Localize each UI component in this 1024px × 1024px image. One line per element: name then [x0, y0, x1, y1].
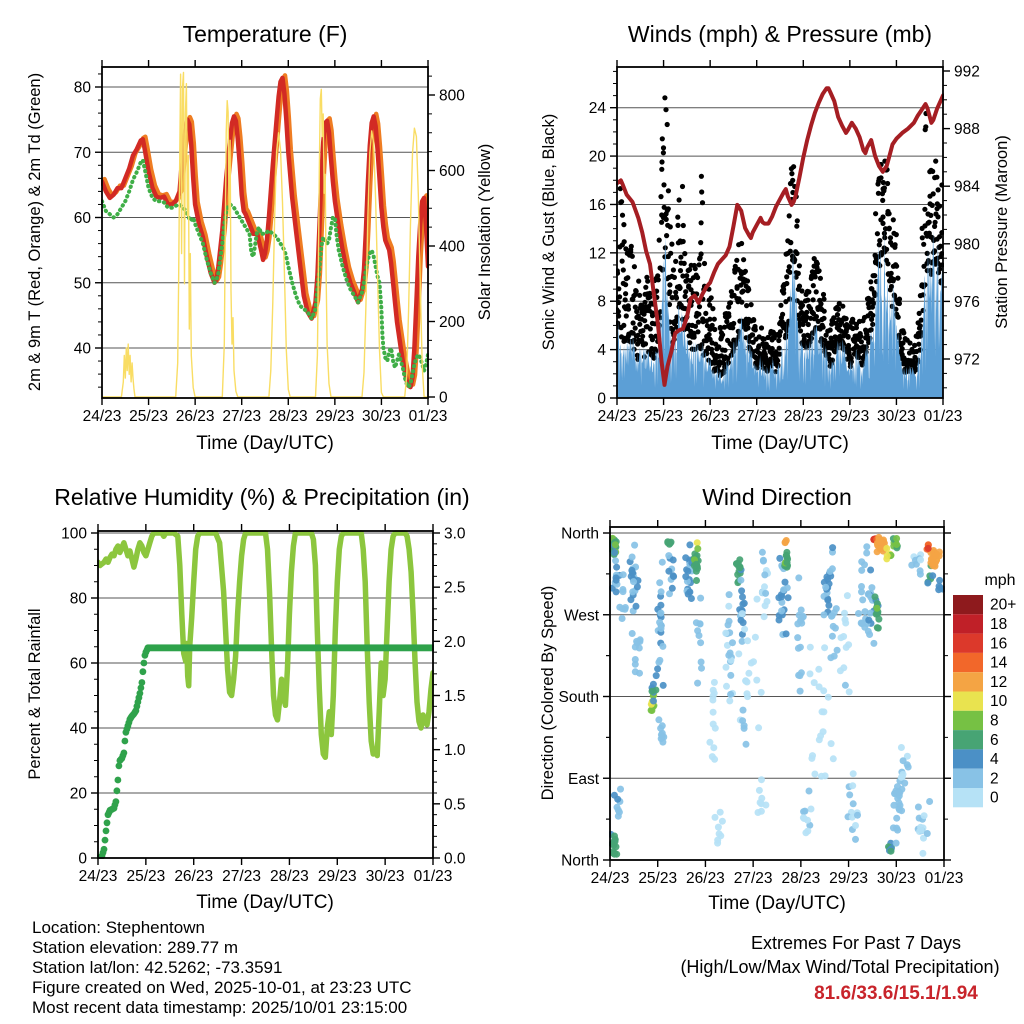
chart-title: Winds (mph) & Pressure (mb)	[627, 21, 933, 47]
y-axis-label-left: Percent & Total Rainfall	[26, 608, 44, 780]
y-tick-label: North	[561, 525, 599, 543]
y-tick-label: 800	[439, 87, 465, 105]
x-tick-label: 27/23	[737, 408, 777, 425]
x-tick-label: 26/23	[174, 868, 214, 885]
x-tick-label: 26/23	[690, 408, 730, 425]
x-axis-label: Time (Day/UTC)	[711, 433, 849, 454]
series-direction-scatter	[607, 534, 946, 858]
y-tick-label: 24	[588, 100, 606, 118]
x-tick-label: 25/23	[129, 408, 168, 425]
y-tick-label: 60	[69, 655, 87, 673]
x-tick-label: 25/23	[644, 408, 683, 425]
x-tick-label: 29/23	[317, 868, 357, 885]
colorbar-label: 4	[990, 751, 999, 769]
y-tick-label: 40	[69, 720, 87, 738]
y-tick-label: 0	[78, 850, 87, 868]
x-tick-label: 24/23	[78, 868, 118, 885]
x-tick-label: 24/23	[82, 408, 122, 425]
y-tick-label: 12	[588, 245, 606, 263]
y-tick-label: West	[563, 607, 599, 625]
series-area	[607, 534, 946, 858]
y-tick-label: 80	[73, 79, 91, 97]
y-axis-label-left: 2m & 9m T (Red, Orange) & 2m Td (Green)	[26, 72, 44, 392]
y-tick-label: South	[558, 689, 599, 706]
y-axis-label-left: Direction (Colored By Speed)	[539, 585, 557, 801]
y-tick-label: 400	[439, 238, 465, 256]
x-tick-label: 30/23	[877, 408, 916, 425]
colorbar-label: 8	[990, 712, 999, 730]
y-tick-label: 992	[954, 63, 980, 81]
y-tick-label: 8	[597, 293, 606, 311]
y-tick-label: 16	[588, 196, 606, 214]
x-tick-label: 27/23	[733, 870, 773, 887]
y-tick-label: 976	[954, 293, 980, 311]
y-tick-label: 200	[439, 314, 465, 331]
x-tick-label: 25/23	[638, 870, 678, 887]
y-tick-label: 0.5	[444, 796, 466, 814]
x-tick-label: 28/23	[268, 408, 308, 425]
x-tick-label: 26/23	[175, 408, 215, 425]
x-tick-label: 26/23	[686, 870, 725, 887]
y-tick-label: East	[567, 770, 599, 788]
chart-title: Relative Humidity (%) & Precipitation (in)	[54, 484, 470, 510]
series-area	[614, 88, 945, 398]
y-tick-label: 972	[954, 351, 980, 369]
y-tick-label: 80	[69, 590, 87, 608]
x-tick-label: 28/23	[270, 868, 309, 885]
y-tick-label: 984	[954, 178, 980, 196]
y-tick-label: 3.0	[444, 525, 466, 543]
colorbar-label: 18	[990, 615, 1008, 633]
x-tick-label: 28/23	[783, 408, 823, 425]
footer-created: Figure created on Wed, 2025-10-01, at 23:23 UTC	[32, 978, 412, 997]
y-tick-label: North	[561, 852, 599, 870]
x-tick-label: 29/23	[315, 408, 355, 425]
x-tick-label: 27/23	[222, 408, 262, 425]
x-tick-label: 28/23	[781, 870, 821, 887]
x-tick-label: 01/23	[408, 408, 448, 425]
colorbar-label: 6	[990, 731, 999, 749]
speed-colorbar	[953, 572, 1016, 807]
x-tick-label: 30/23	[362, 408, 401, 425]
y-tick-label: 70	[73, 144, 91, 162]
x-tick-label: 30/23	[365, 868, 405, 885]
y-tick-label: 20	[588, 148, 606, 166]
x-tick-label: 29/23	[830, 408, 870, 425]
x-axis-label: Time (Day/UTC)	[196, 892, 334, 913]
y-tick-label: 1.5	[444, 688, 466, 705]
y-tick-label: 40	[73, 340, 91, 358]
x-tick-label: 24/23	[590, 870, 630, 887]
y-tick-label: 0.0	[444, 850, 466, 868]
footer-latlon: Station lat/lon: 42.5262; -73.3591	[32, 958, 283, 977]
y-tick-label: 2.5	[444, 579, 466, 597]
x-tick-label: 01/23	[924, 870, 964, 887]
colorbar-label: 12	[990, 673, 1008, 691]
y-tick-label: 988	[954, 121, 980, 139]
colorbar-label: 14	[990, 654, 1008, 672]
x-tick-label: 30/23	[876, 870, 916, 887]
temperature-chart	[26, 21, 494, 454]
wind_direction-chart	[539, 484, 1016, 914]
x-tick-label: 27/23	[222, 868, 261, 885]
chart-title: Temperature (F)	[182, 21, 348, 47]
colorbar-label: 2	[990, 770, 999, 788]
colorbar-label: 10	[990, 693, 1008, 711]
humidity-chart	[26, 484, 470, 913]
y-tick-label: 980	[954, 236, 980, 254]
x-tick-label: 01/23	[923, 408, 963, 425]
x-tick-label: 01/23	[413, 868, 453, 885]
winds-chart	[540, 21, 1011, 454]
y-tick-label: 600	[439, 163, 465, 180]
x-tick-label: 29/23	[829, 870, 868, 887]
colorbar-title: mph	[984, 572, 1016, 589]
extremes-subtitle: (High/Low/Max Wind/Total Precipitation)	[680, 957, 1000, 977]
x-tick-label: 25/23	[126, 868, 166, 885]
y-axis-label-right: Solar Insolation (Yellow)	[476, 143, 494, 321]
extremes-values: 81.6/33.6/15.1/1.94	[814, 983, 978, 1004]
footer-location: Location: Stephentown	[32, 918, 205, 937]
colorbar-label: 16	[990, 635, 1008, 653]
y-tick-label: 0	[597, 390, 606, 408]
footer-elevation: Station elevation: 289.77 m	[32, 938, 239, 957]
y-tick-label: 4	[597, 342, 606, 360]
y-tick-label: 100	[61, 525, 87, 543]
y-tick-label: 1.0	[444, 742, 466, 760]
y-tick-label: 60	[73, 210, 91, 227]
x-axis-label: Time (Day/UTC)	[708, 893, 846, 914]
colorbar-label: 0	[990, 789, 999, 807]
y-tick-label: 0	[439, 389, 448, 407]
y-tick-label: 2.0	[444, 633, 466, 651]
y-axis-label-right: Station Pressure (Maroon)	[993, 135, 1011, 329]
station-info	[32, 918, 412, 1018]
colorbar-label: 20+	[990, 596, 1017, 614]
x-axis-label: Time (Day/UTC)	[196, 433, 334, 454]
y-tick-label: 20	[69, 785, 87, 803]
extremes-title: Extremes For Past 7 Days	[750, 933, 962, 953]
chart-title: Wind Direction	[702, 484, 852, 510]
y-axis-label-left: Sonic Wind & Gust (Blue, Black)	[540, 113, 558, 351]
y-tick-label: 50	[73, 275, 91, 293]
x-tick-label: 24/23	[597, 408, 637, 425]
footer-timestamp: Most recent data timestamp: 2025/10/01 23:15:00	[32, 998, 408, 1017]
series-area	[95, 533, 437, 861]
